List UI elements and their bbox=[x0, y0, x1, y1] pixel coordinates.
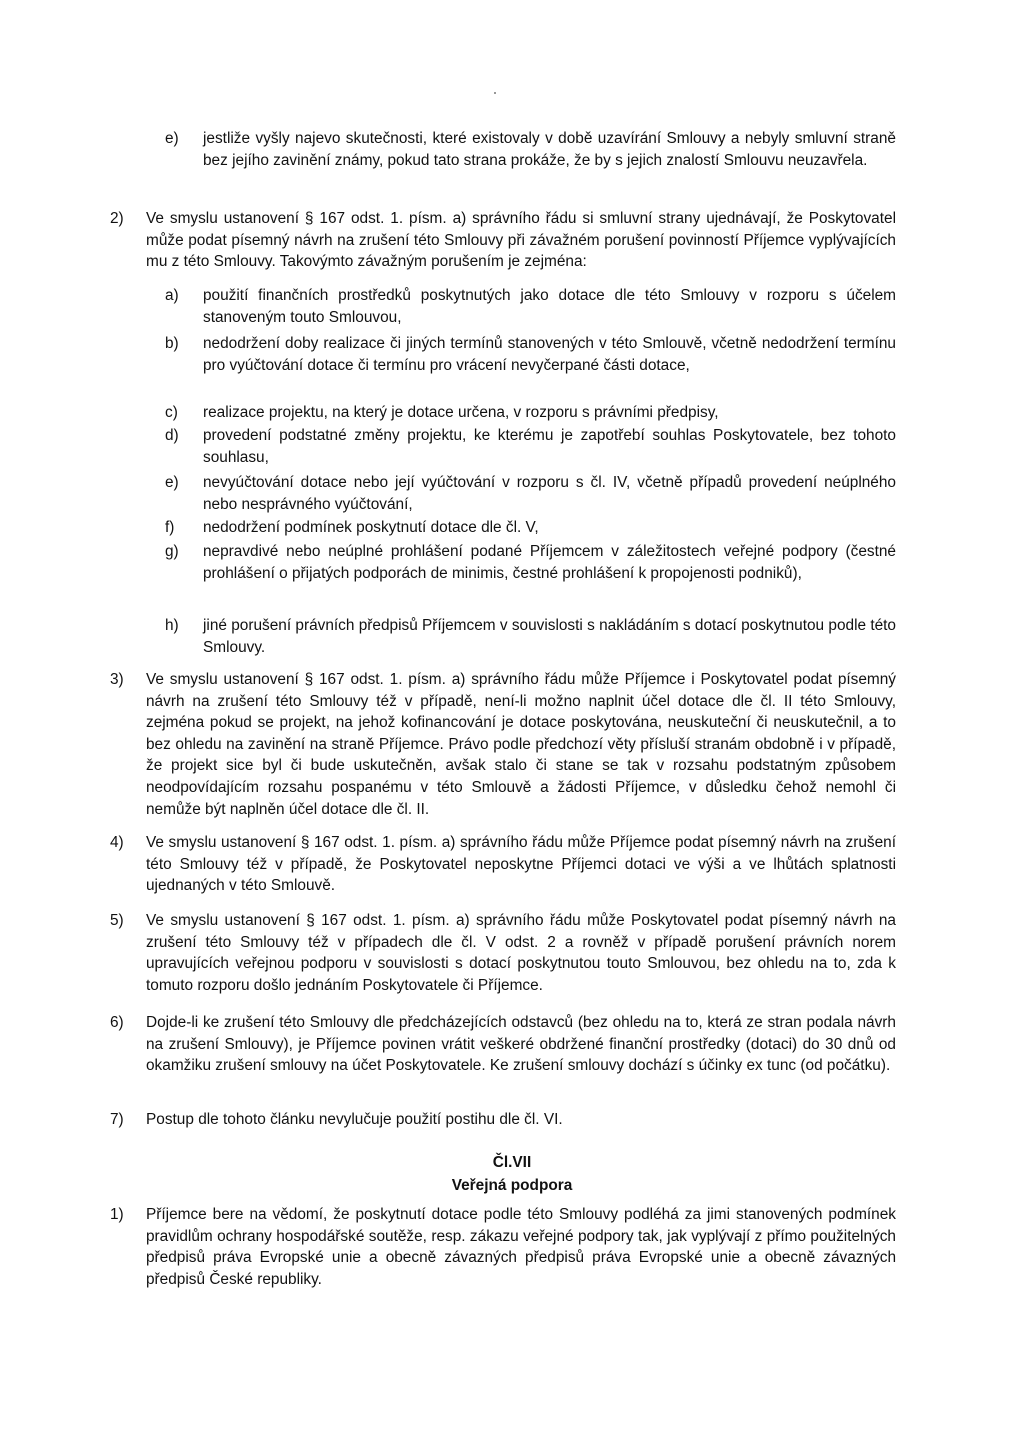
paragraph-text: Ve smyslu ustanovení § 167 odst. 1. písm. a) správního řádu může Poskytovatel podat písemný návrh na zrušení této Smlouvy též v případech dle čl. V odst. 2 a rovněž v případě porušení právních norem upravujících veřejnou podporu v souvislosti s dotací poskytnutou touto Smlouvou, bez ohledu na to, zda k tomuto rozporu došlo jednáním Poskytovatele či Příjemce. bbox=[146, 912, 896, 994]
paragraph-text: Ve smyslu ustanovení § 167 odst. 1. písm. a) správního řádu může Příjemce i Poskytovatel podat písemný návrh na zrušení této Smlouvy též v případě, není-li možno naplnit účel dotace dle čl. II této Smlouvy, zejména pokud se projekt, na jehož kofinancování je dotace poskytována, neuskuteční či neuskutečnil, a to bez ohledu na zavinění na straně Příjemce. Právo podle předchozí věty přísluší stranám obdobně i v případě, že projekt sice byl či bude uskutečněn, avšak stalo či stane se tak v rozsahu podstatným způsobem neodpovídajícím rozsahu pospanému v této Smlouvě a žádosti Příjemce, v důsledku čehož nemohl či nemůže být naplněn účel dotace dle čl. II. bbox=[146, 671, 896, 818]
paragraph-2-item-f bbox=[165, 517, 896, 539]
paragraph-2-item-g bbox=[165, 541, 896, 584]
paragraph-4 bbox=[110, 832, 896, 897]
item-label: g) bbox=[165, 543, 179, 560]
paragraph-2-item-a bbox=[165, 285, 896, 328]
item-text: nevyúčtování dotace nebo její vyúčtování v rozporu s čl. IV, včetně případů provedení neúplného nebo nesprávného vyúčtování, bbox=[203, 474, 896, 513]
paragraph-5 bbox=[110, 910, 896, 996]
paragraph-text: Ve smyslu ustanovení § 167 odst. 1. písm. a) správního řádu může Příjemce podat písemný návrh na zrušení této Smlouvy též v případě, že Poskytovatel neposkytne Příjemci dotaci ve výši a ve lhůtách splatnosti ujednaných v této Smlouvě. bbox=[146, 834, 896, 895]
paragraph-number: 2) bbox=[110, 210, 124, 227]
item-text: nedodržení podmínek poskytnutí dotace dle čl. V, bbox=[203, 519, 539, 536]
item-label: e) bbox=[165, 474, 179, 491]
paragraph-2-item-d bbox=[165, 425, 896, 468]
paragraph-number: 7) bbox=[110, 1111, 124, 1128]
article-number: Čl.VII bbox=[492, 1154, 532, 1171]
paragraph-number: 3) bbox=[110, 671, 124, 688]
paragraph-7 bbox=[110, 1109, 896, 1131]
item-text: realizace projektu, na který je dotace určena, v rozporu s právními předpisy, bbox=[203, 404, 719, 421]
article-paragraph-1 bbox=[110, 1204, 896, 1290]
item-label: e) bbox=[165, 130, 179, 147]
paragraph-2 bbox=[110, 208, 896, 273]
item-text: nepravdivé nebo neúplné prohlášení podané Příjemcem v záležitostech veřejné podpory (čestné prohlášení o přijatých podporách de minimis, čestné prohlášení k propojenosti podniků), bbox=[203, 543, 896, 582]
paragraph-number: 1) bbox=[110, 1206, 124, 1223]
item-text: použití finančních prostředků poskytnutých jako dotace dle této Smlouvy v rozporu s účelem stanoveným touto Smlouvou, bbox=[203, 287, 896, 326]
paragraph-text: Postup dle tohoto článku nevylučuje použití postihu dle čl. VI. bbox=[146, 1111, 563, 1128]
item-text: jiné porušení právních předpisů Příjemcem v souvislosti s nakládáním s dotací poskytnutou podle této Smlouvy. bbox=[203, 617, 896, 656]
paragraph-3 bbox=[110, 669, 896, 820]
paragraph-6 bbox=[110, 1012, 896, 1077]
item-label: d) bbox=[165, 427, 179, 444]
item-label: f) bbox=[165, 519, 175, 536]
item-label: c) bbox=[165, 404, 178, 421]
paragraph-2-item-e bbox=[165, 472, 896, 515]
item-label: a) bbox=[165, 287, 179, 304]
paragraph-number: 5) bbox=[110, 912, 124, 929]
paragraph-text: Ve smyslu ustanovení § 167 odst. 1. písm. a) správního řádu si smluvní strany ujednávají, že Poskytovatel může podat písemný návrh na zrušení této Smlouvy při závažném porušení povinností Příjemce vyplývajících mu z této Smlouvy. Takovýmto závažným porušením je zejména: bbox=[146, 210, 896, 271]
paragraph-number: 6) bbox=[110, 1014, 124, 1031]
paragraph-2-item-c bbox=[165, 402, 896, 424]
paragraph-text: Dojde-li ke zrušení této Smlouvy dle předcházejících odstavců (bez ohledu na to, která ze stran podala návrh na zrušení Smlouvy), je Příjemce povinen vrátit veškeré obdržené finanční prostředky (dotaci) do 30 dnů od okamžiku zrušení smlouvy na účet Poskytovatele. Ke zrušení smlouvy dochází s účinky ex tunc (od počátku). bbox=[146, 1014, 896, 1075]
paragraph-text: Příjemce bere na vědomí, že poskytnutí dotace podle této Smlouvy podléhá za jimi stanovených podmínek pravidlům ochrany hospodářské soutěže, resp. zákazu veřejné podpory tak, jak vyplývají z přímo použitelných předpisů práva Evropské unie a obecně závazných předpisů práva Evropské unie a obecně závazných předpisů České republiky. bbox=[146, 1206, 896, 1288]
paragraph-2-item-b bbox=[165, 333, 896, 376]
scan-speck bbox=[494, 92, 496, 94]
paragraph-number: 4) bbox=[110, 834, 124, 851]
item-label: b) bbox=[165, 335, 179, 352]
item-text: nedodržení doby realizace či jiných termínů stanovených v této Smlouvě, včetně nedodržení termínu pro vyúčtování dotace či termínu pro vrácení nevyčerpané části dotace, bbox=[203, 335, 896, 374]
item-label: h) bbox=[165, 617, 179, 634]
paragraph-2-item-h bbox=[165, 615, 896, 658]
article-title: Veřejná podpora bbox=[451, 1177, 573, 1194]
item-text: provedení podstatné změny projektu, ke kterému je zapotřebí souhlas Poskytovatele, bez tohoto souhlasu, bbox=[203, 427, 896, 466]
item-text: jestliže vyšly najevo skutečnosti, které existovaly v době uzavírání Smlouvy a nebyly smluvní straně bez jejího zavinění známy, pokud tato strana prokáže, že by s jejich znalostí Smlouvu neuzavřela. bbox=[203, 130, 896, 169]
paragraph-1-item-e bbox=[165, 128, 896, 171]
